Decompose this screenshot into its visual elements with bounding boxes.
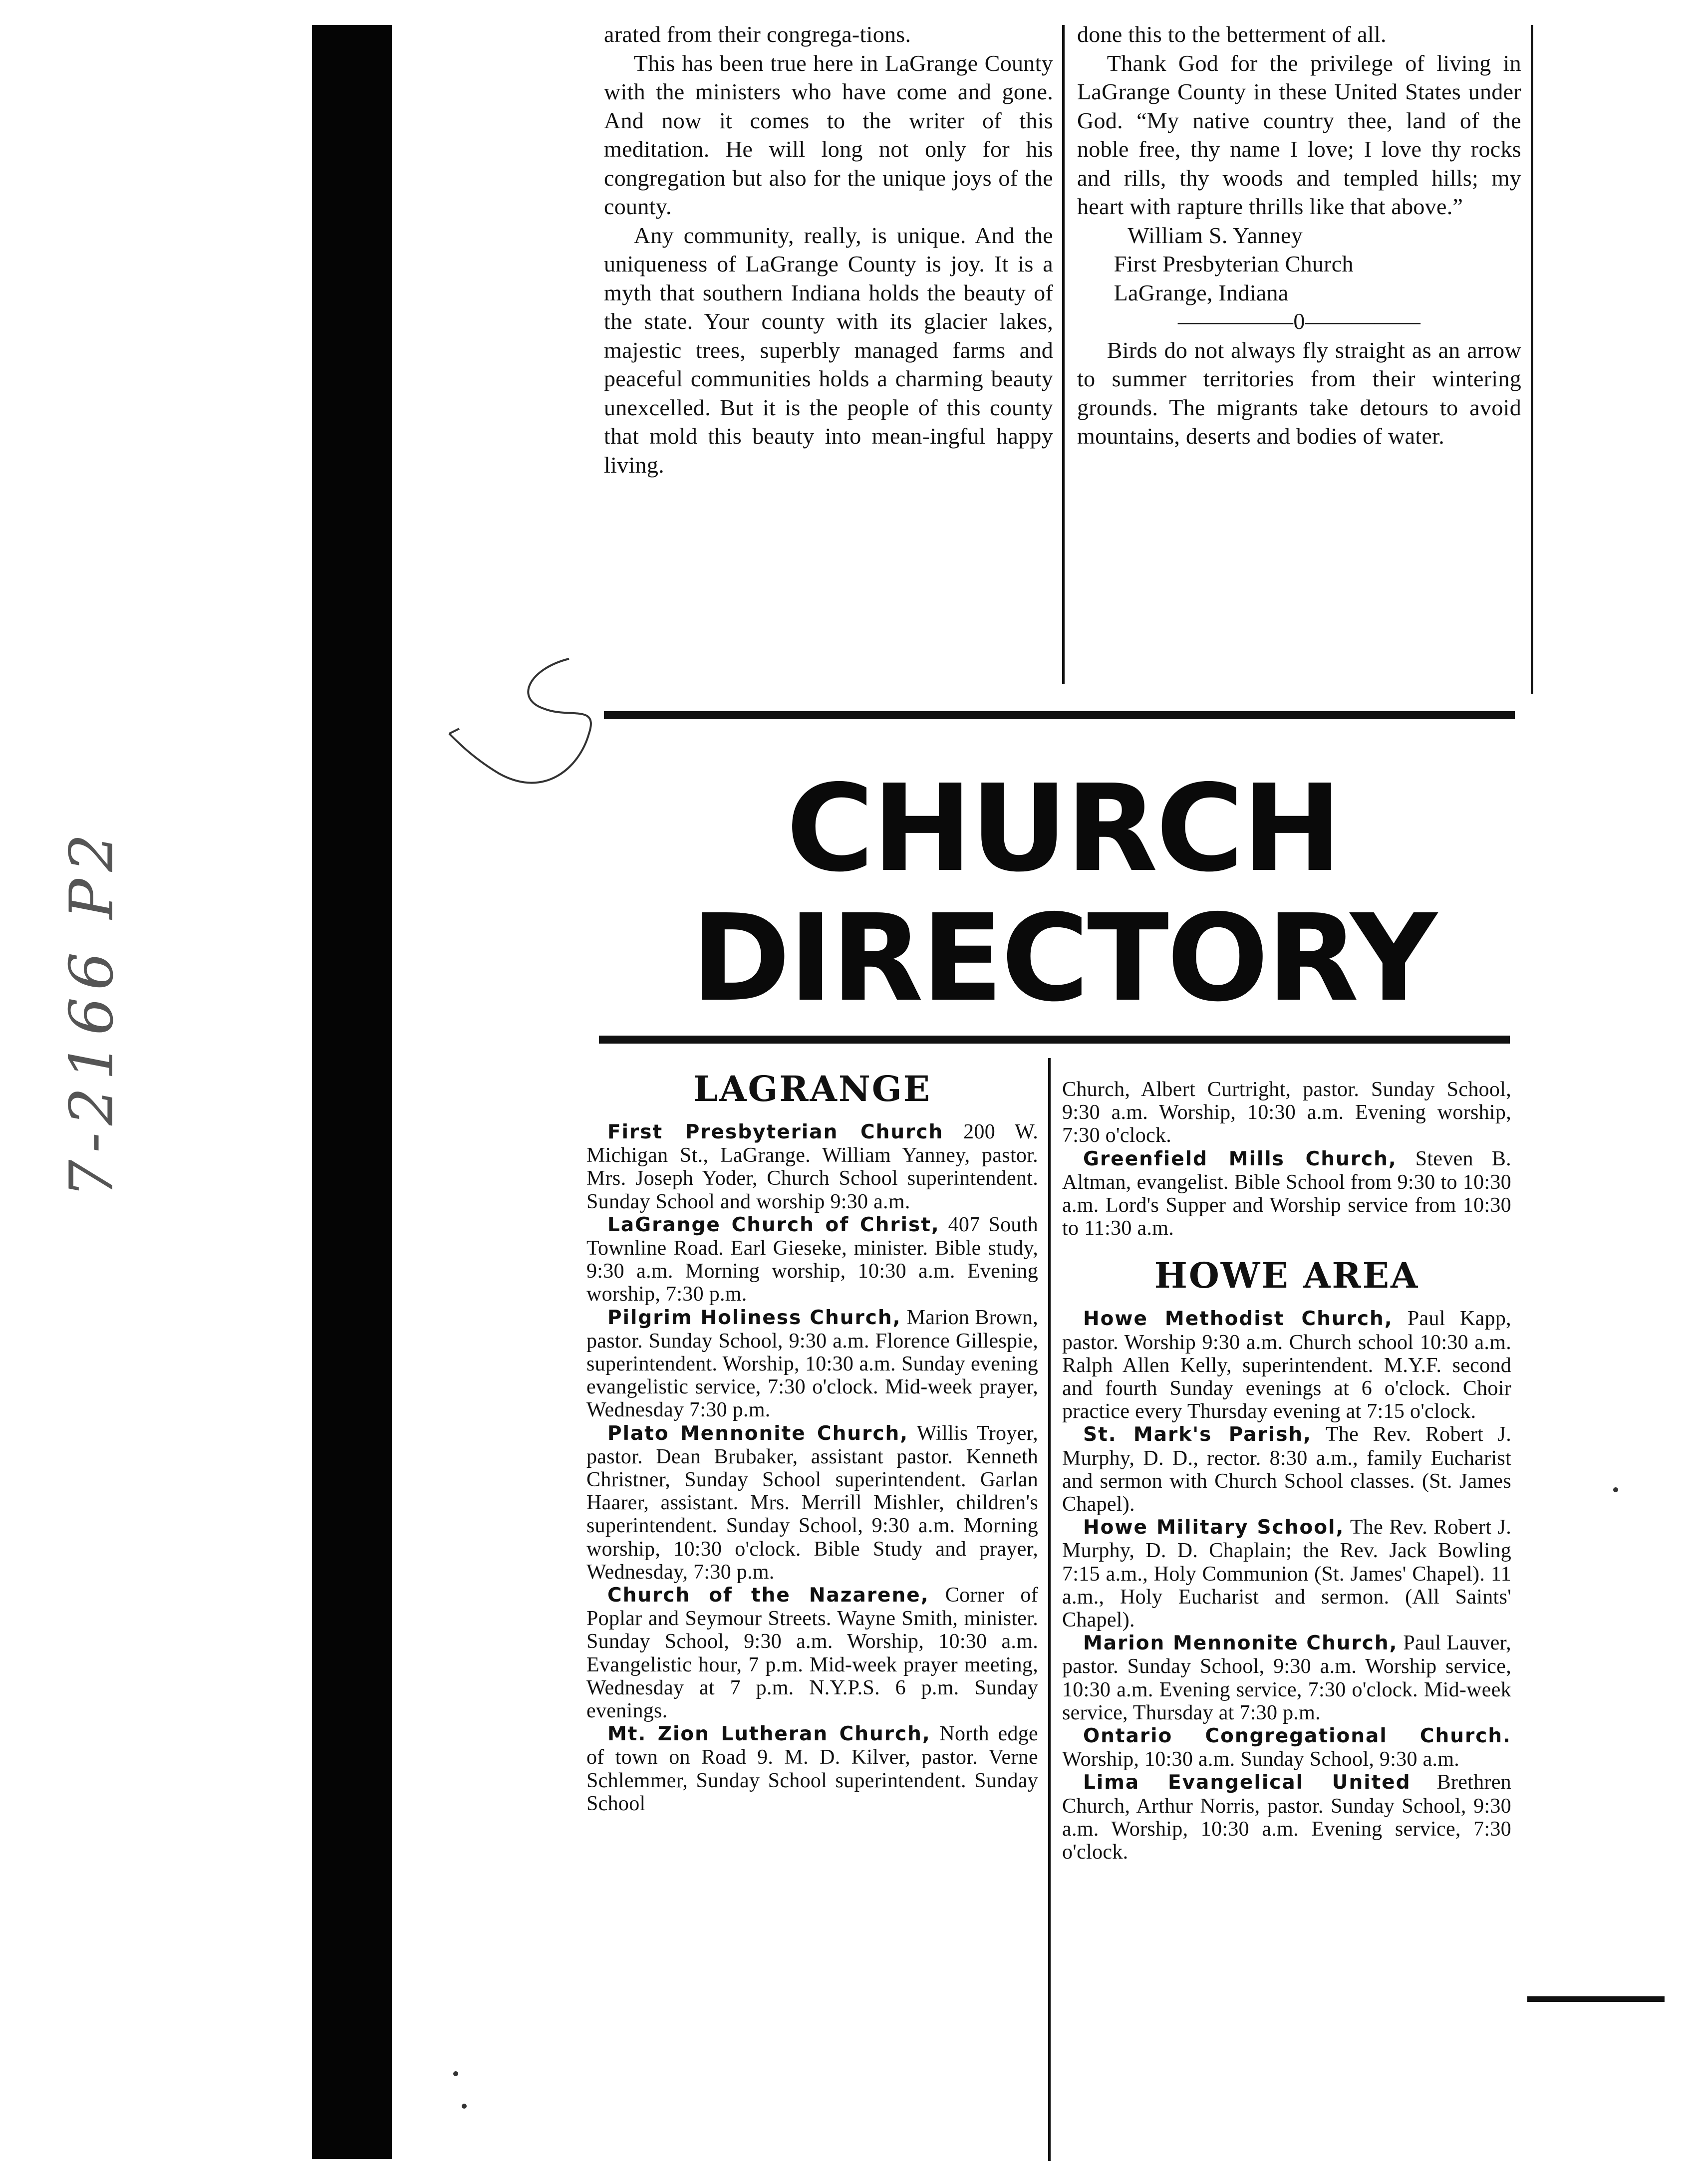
- article-paragraph: arated from their congrega-tions.: [604, 21, 911, 47]
- directory-continued-entry: Church, Albert Curtright, pastor. Sunday School, 9:30 a.m. Worship, 10:30 a.m. Evening worship, 7:30 o'clock.: [1062, 1078, 1511, 1147]
- directory-entry: [586, 1584, 1038, 1722]
- pen-scribble: [439, 649, 649, 828]
- article-paragraph: This has been true here in LaGrange County with the ministers who have come and gone. And now it comes to the writer of this meditation. He will long not only for his congregation but also for the unique joys of the county.: [604, 50, 1053, 219]
- article-paragraph: done this to the betterment of all.: [1077, 21, 1387, 47]
- article-paragraph: Any community, really, is unique. And the uniqueness of LaGrange County is joy. It is a myth that southern Indiana holds the beauty of the state. Your county with its glacier lakes, majestic trees, superbly managed farms and peaceful communities holds a charming beauty unexcelled. But it is the people of this county that mold this beauty into mean-ingful happy living.: [604, 222, 1053, 478]
- section-heading-howe-area: HOWE AREA: [1154, 1255, 1419, 1297]
- church-name: Lima Evangelical United: [1083, 1771, 1411, 1794]
- church-name: Plato Mennonite Church,: [607, 1422, 909, 1445]
- handwritten-margin-note: 7-2166 P2: [57, 826, 127, 1198]
- article-right-column: [1077, 20, 1521, 451]
- signature-church: First Presbyterian Church: [1114, 251, 1354, 276]
- church-name: Howe Military School,: [1083, 1516, 1345, 1539]
- directory-column-rule: [1048, 1058, 1051, 2161]
- signature-location: LaGrange, Indiana: [1114, 279, 1289, 305]
- directory-entry: [1062, 1307, 1511, 1423]
- church-details: Steven B. Altman, evangelist. Bible School from 9:30 to 10:30 a.m. Lord's Supper and Worship service from 10:30 to 11:30 a.m.: [1062, 1147, 1511, 1240]
- scan-edge-bar: [312, 25, 392, 2159]
- church-details: 200 W. Michigan St., LaGrange. William Yanney, pastor. Mrs. Joseph Yoder, Church School superintendent. Sunday School and worship 9:30 a.m.: [586, 1120, 1038, 1213]
- article-paragraph: Birds do not always fly straight as an arrow to summer territories from their wintering grounds. The migrants take detours to avoid mountains, deserts and bodies of water.: [1077, 337, 1521, 449]
- church-name: Marion Mennonite Church,: [1083, 1632, 1398, 1655]
- scan-speck: [453, 2071, 458, 2076]
- scan-speck: [462, 2104, 467, 2109]
- church-name: Howe Methodist Church,: [1083, 1308, 1393, 1331]
- headline-line-1: CHURCH: [786, 759, 1340, 898]
- directory-right-column: [1062, 1078, 1511, 1864]
- church-name: Pilgrim Holiness Church,: [607, 1306, 901, 1329]
- directory-entry: [1062, 1771, 1511, 1864]
- church-name: Ontario Congregational Church.: [1083, 1725, 1511, 1748]
- directory-entry: [586, 1120, 1038, 1213]
- article-paragraph: Thank God for the privilege of living in LaGrange County in these United States under God. “My native country thee, land of the noble free, thy name I love; I love thy rocks and rills, thy woods and templed hills; my heart with rapture thrills like that above.”: [1077, 50, 1521, 219]
- section-divider: —————0—————: [1177, 308, 1421, 334]
- headline-line-2: DIRECTORY: [691, 888, 1435, 1028]
- signature-name: William S. Yanney: [1128, 222, 1303, 248]
- spacer: [1062, 1240, 1511, 1255]
- church-name: Greenfield Mills Church,: [1083, 1147, 1397, 1170]
- directory-left-column: [586, 1068, 1038, 1815]
- church-name: Church of the Nazarene,: [607, 1584, 929, 1607]
- church-details: The Rev. Robert J. Murphy, D. D. Chaplain; the Rev. Jack Bowling 7:15 a.m., Holy Communion (St. James' Chapel). 11 a.m., Holy Eucharist and sermon. (All Saints' Chapel).: [1062, 1516, 1512, 1632]
- edge-mark: [1527, 1996, 1665, 2002]
- church-name: St. Mark's Parish,: [1083, 1423, 1312, 1446]
- section-heading-lagrange: LAGRANGE: [693, 1068, 931, 1109]
- church-details: Corner of Poplar and Seymour Streets. Wayne Smith, minister. Sunday School, 9:30 a.m. Worship, 10:30 a.m. Evangelistic hour, 7 p.m. Mid-week prayer meeting, Wednesday at 7 p.m. N.Y.P.S. 6 p.m. Sunday evenings.: [586, 1584, 1038, 1723]
- headline-top-rule: [604, 711, 1515, 719]
- directory-entry: [586, 1213, 1038, 1306]
- directory-entry: [1062, 1423, 1511, 1516]
- church-details: The Rev. Robert J. Murphy, D. D., rector. 8:30 a.m., family Eucharist and sermon with Church School classes. (St. James Chapel).: [1062, 1423, 1512, 1516]
- directory-entry: [1062, 1147, 1511, 1240]
- church-details: Paul Lauver, pastor. Sunday School, 9:30 a.m. Worship service, 10:30 a.m. Evening service, 7:30 o'clock. Mid-week service, Thursday at 7:30 p.m.: [1062, 1632, 1511, 1724]
- church-details: Willis Troyer, pastor. Dean Brubaker, assistant pastor. Kenneth Christner, Sunday School superintendent. Garlan Haarer, assistant. Mrs. Merrill Mishler, children's superintendent. Sunday School, 9:30 a.m. Morning worship, 10:30 o'clock. Bible Study and prayer, Wednesday, 7:30 p.m.: [586, 1421, 1038, 1584]
- directory-entry: [586, 1422, 1038, 1584]
- scan-speck: [1613, 1487, 1618, 1492]
- directory-entry: [586, 1722, 1038, 1815]
- church-details: Marion Brown, pastor. Sunday School, 9:30 a.m. Florence Gillespie, superintendent. Worship, 10:30 a.m. Sunday evening evangelistic service, 7:30 o'clock. Mid-week prayer, Wednesday 7:30 p.m.: [586, 1306, 1038, 1422]
- directory-entry: [1062, 1516, 1511, 1632]
- directory-entry: [586, 1306, 1038, 1422]
- headline-bottom-rule: [599, 1036, 1510, 1044]
- church-directory-headline: [599, 759, 1527, 1028]
- church-name: Mt. Zion Lutheran Church,: [607, 1723, 931, 1746]
- article-column-rule: [1062, 25, 1065, 684]
- church-name: LaGrange Church of Christ,: [607, 1213, 940, 1236]
- church-details: Brethren Church, Arthur Norris, pastor. Sunday School, 9:30 a.m. Worship, 10:30 a.m. Evening service, 7:30 o'clock.: [1062, 1771, 1511, 1864]
- directory-entry: [1062, 1724, 1511, 1771]
- church-details: Paul Kapp, pastor. Worship 9:30 a.m. Church school 10:30 a.m. Ralph Allen Kelly, superintendent. M.Y.F. second and fourth Sunday evenings at 6 o'clock. Choir practice every Thursday evening at 7:15 o'clock.: [1062, 1307, 1511, 1423]
- church-details: Worship, 10:30 a.m. Sunday School, 9:30 a.m.: [1062, 1748, 1460, 1771]
- church-name: First Presbyterian Church: [607, 1121, 944, 1143]
- directory-entry: [1062, 1632, 1511, 1724]
- church-details: North edge of town on Road 9. M. D. Kilver, pastor. Verne Schlemmer, Sunday School superintendent. Sunday School: [586, 1722, 1038, 1815]
- article-left-column: [604, 20, 1053, 479]
- church-details: 407 South Townline Road. Earl Gieseke, minister. Bible study, 9:30 a.m. Morning worship, 10:30 a.m. Evening worship, 7:30 p.m.: [586, 1213, 1038, 1306]
- page-right-rule: [1531, 25, 1533, 694]
